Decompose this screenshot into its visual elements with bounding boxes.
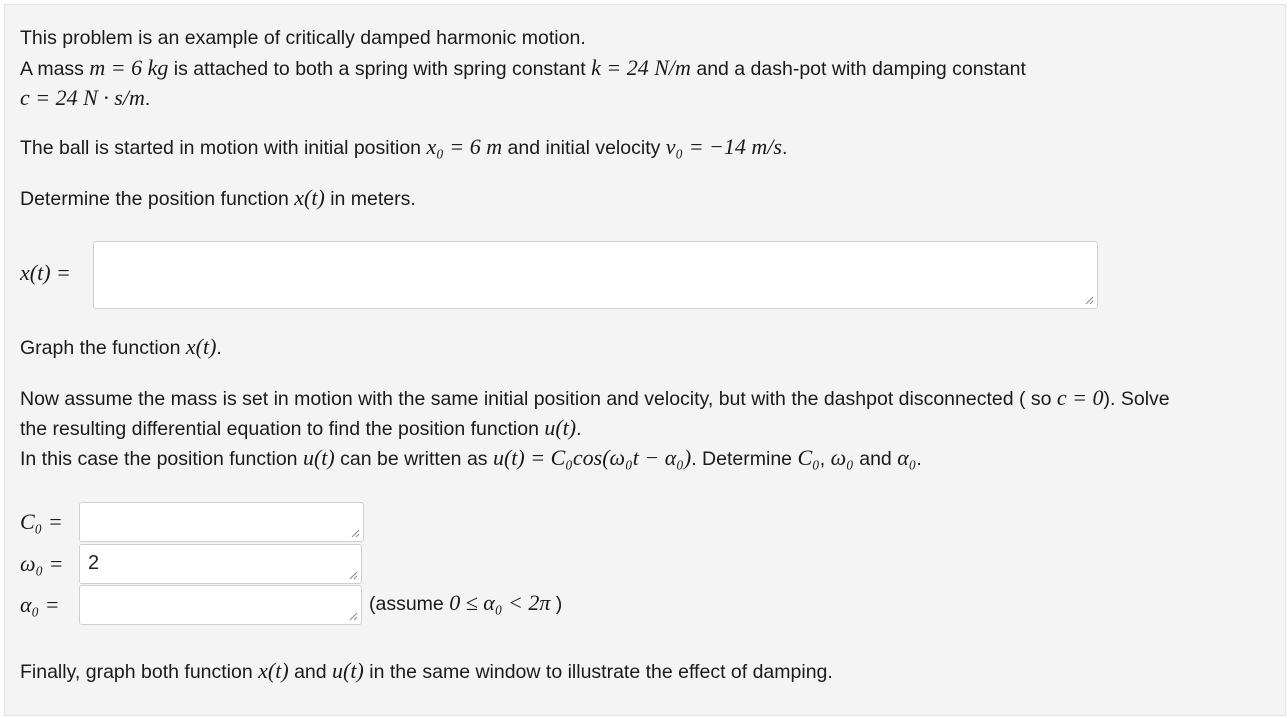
undamped-line-3	[20, 446, 922, 471]
assume-text: (assume	[369, 593, 444, 615]
x-field-label: x(t) =	[20, 260, 71, 285]
undamped-text: the resulting differential equation to find the position function	[20, 418, 539, 440]
intro-line-2	[20, 56, 1026, 81]
intro-text: and a dash-pot with damping constant	[696, 58, 1026, 80]
C0-label: C₀ =	[20, 509, 63, 534]
undamped-text: ). Solve	[1103, 388, 1170, 410]
w0-value: 2	[88, 552, 100, 574]
a0-input[interactable]	[79, 585, 362, 625]
graph-x-line	[20, 335, 222, 360]
assume-text: )	[555, 593, 563, 615]
graph-text: Graph the function	[20, 337, 181, 359]
resize-grip-icon[interactable]	[348, 611, 358, 621]
comma: ,	[819, 448, 826, 470]
u-function-symbol: u(t)	[544, 415, 577, 440]
determine-x-line	[20, 186, 416, 211]
C0-input[interactable]	[79, 502, 364, 542]
intro-line-3	[20, 86, 150, 111]
amplitude-symbol: C₀	[797, 445, 820, 470]
intro-line-1	[20, 26, 586, 50]
final-text: and	[294, 661, 327, 683]
undamped-text: and	[859, 448, 892, 470]
mass-expression: m = 6 kg	[89, 55, 169, 80]
undamped-line-1	[20, 386, 1170, 411]
undamped-text: Now assume the mass is set in motion with the same initial position and velocity, but with the dashpot disconnected ( so	[20, 388, 1052, 410]
final-text: Finally, graph both function	[20, 661, 253, 683]
u-function-symbol: u(t)	[302, 445, 335, 470]
intro-text: A mass	[20, 58, 84, 80]
damping-constant-expression: c = 24 N · s/m	[20, 85, 145, 110]
problem-panel	[4, 4, 1286, 716]
phase-symbol: α₀	[897, 445, 917, 470]
x-function-symbol: x(t)	[185, 334, 217, 359]
zero-damping-expression: c = 0	[1056, 385, 1104, 410]
w0-label: ω₀ =	[20, 551, 64, 576]
spring-constant-expression: k = 24 N/m	[591, 55, 691, 80]
resize-grip-icon[interactable]	[350, 528, 360, 538]
undamped-line-2	[20, 416, 582, 441]
u-function-equation: u(t) = C₀cos(ω₀t − α₀)	[492, 445, 692, 470]
x-function-symbol: x(t)	[294, 185, 325, 210]
w0-input[interactable]	[79, 544, 362, 584]
frequency-symbol: ω₀	[830, 445, 854, 470]
period: .	[916, 448, 922, 470]
phase-range-expression: 0 ≤ α₀ < 2π	[449, 590, 551, 615]
initial-text: and initial velocity	[507, 137, 661, 159]
u-function-symbol: u(t)	[332, 658, 364, 683]
determine-text: in meters.	[330, 188, 416, 210]
undamped-text: can be written as	[340, 448, 488, 470]
undamped-text: . Determine	[691, 448, 793, 470]
resize-grip-icon[interactable]	[1084, 295, 1094, 305]
undamped-text: In this case the position function	[20, 448, 298, 470]
initial-conditions-line	[20, 135, 787, 160]
resize-grip-icon[interactable]	[348, 570, 358, 580]
assume-note	[369, 591, 562, 616]
period: .	[781, 137, 788, 159]
initial-text: The ball is started in motion with initial position	[20, 137, 422, 159]
determine-text: Determine the position function	[20, 188, 289, 210]
period: .	[144, 88, 151, 110]
initial-velocity-expression: v₀ = −14 m/s	[665, 134, 782, 159]
a0-label: α₀ =	[20, 592, 60, 617]
x-function-symbol: x(t)	[258, 658, 289, 683]
intro-text: is attached to both a spring with spring constant	[173, 58, 586, 80]
final-line	[20, 659, 833, 684]
x-function-input[interactable]	[93, 241, 1098, 309]
period: .	[576, 418, 582, 440]
final-text: in the same window to illustrate the effect of damping.	[369, 661, 833, 683]
period: .	[216, 337, 222, 359]
initial-position-expression: x₀ = 6 m	[426, 134, 503, 159]
intro-text: This problem is an example of critically damped harmonic motion.	[20, 27, 586, 49]
